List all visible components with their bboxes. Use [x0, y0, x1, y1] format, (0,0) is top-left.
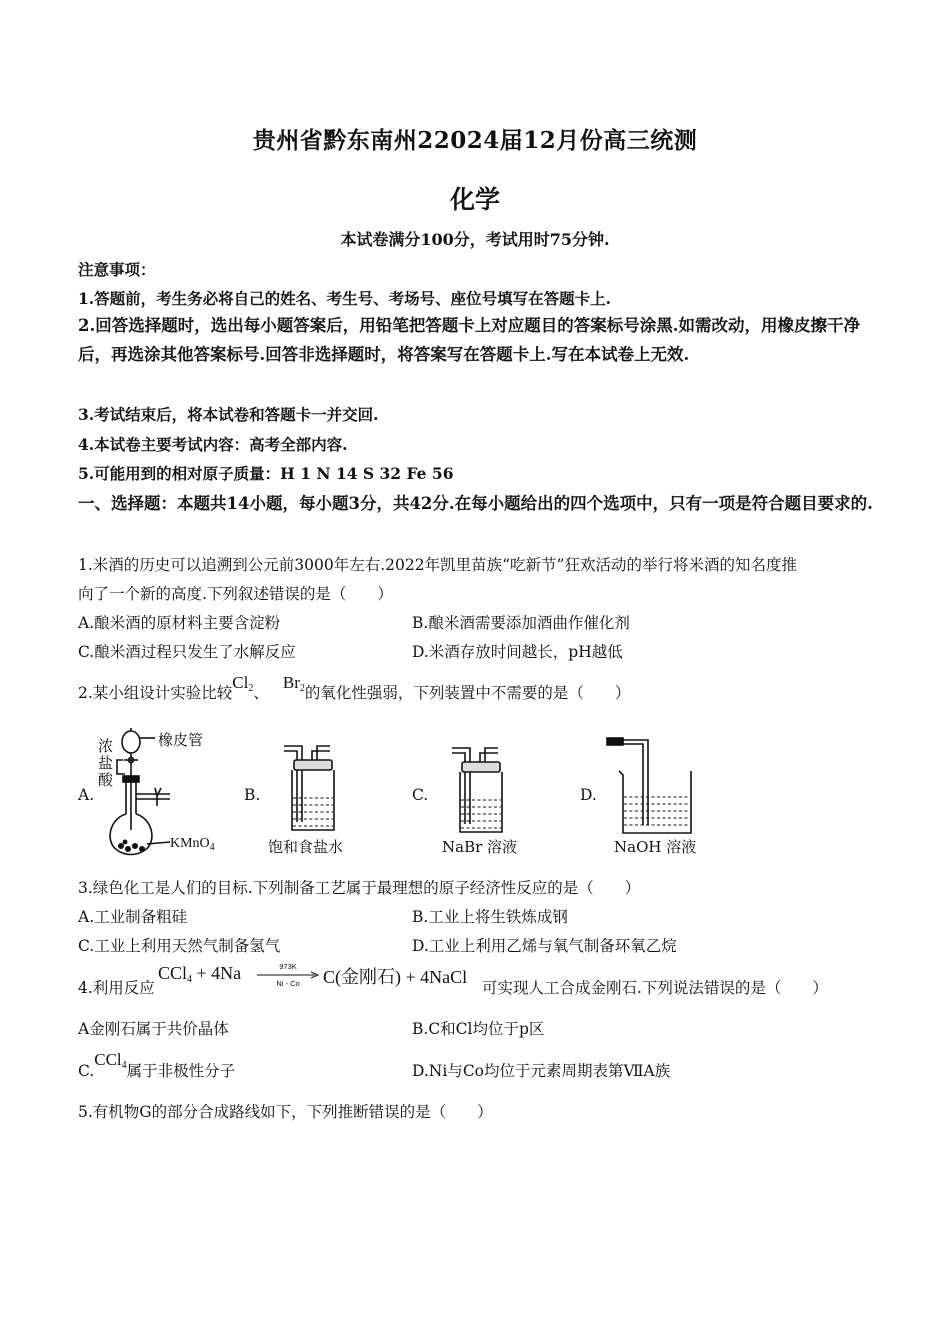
- q4-option-a: A金刚石属于共价晶体: [78, 1020, 229, 1038]
- note-2: 2.回答选择题时，选出每小题答案后，用铅笔把答题卡上对应题目的答案标号涂黑.如需改动，用橡皮擦干净后，再选涂其他答案标号.回答非选择题时，将答案写在答题卡上.写在本试卷上无效.: [78, 316, 860, 364]
- q3-stem: 3.绿色化工是人们的目标.下列制备工艺属于最理想的原子经济性反应的是（ ）: [78, 879, 641, 897]
- q4-stem-pre: 4.利用反应: [78, 979, 155, 997]
- q2-cl-sub: 2: [248, 683, 254, 694]
- q2-br-sub: 2: [299, 683, 305, 694]
- beaker-body: [619, 771, 691, 833]
- q2-option-a: A.: [78, 786, 95, 804]
- q2-stem-post: 的氧化性强弱，下列装置中不需要的是（ ）: [304, 684, 631, 702]
- label-saturated-brine: 饱和食盐水: [268, 838, 344, 856]
- q3-option-d: D.工业上利用乙烯与氧气制备环氧乙烷: [412, 937, 677, 955]
- label-acid-3: 酸: [98, 771, 114, 789]
- q2-option-c: C.: [412, 786, 429, 804]
- label-kmno4: [170, 836, 215, 853]
- bottle-body: [292, 770, 334, 830]
- q5-stem: 5.有机物G的部分合成路线如下，下列推断错误的是（ ）: [78, 1103, 493, 1121]
- q1-option-c: C.酿米酒过程只发生了水解反应: [78, 643, 296, 661]
- q4-stem-post: 可实现人工合成金刚石.下列说法错误的是（ ）: [482, 979, 828, 997]
- q1-stem-line2: 向了一个新的高度.下列叙述错误的是（ ）: [78, 585, 393, 603]
- q1-option-d: D.米酒存放时间越长，pH越低: [412, 643, 623, 661]
- q4-equation-left: [158, 963, 241, 985]
- arrow-icon: [255, 971, 321, 979]
- label-acid-1: 浓: [98, 737, 114, 755]
- q4-equation-right: C(金刚石) + 4NaCl: [323, 967, 468, 987]
- q2-cl-text: Cl: [232, 673, 249, 692]
- label-nabr-solution: NaBr 溶液: [442, 838, 518, 856]
- apparatus-c-wash-bottle: [448, 742, 538, 838]
- q2-br: [283, 673, 305, 692]
- q2-sep: 、: [253, 684, 269, 702]
- q2-stem-pre: 2.某小组设计实验比较: [78, 684, 233, 702]
- q4-ccl4: CCl: [158, 963, 188, 983]
- note-1: 1.答题前，考生务必将自己的姓名、考生号、考场号、座位号填写在答题卡上.: [78, 289, 612, 308]
- q3-option-b: B.工业上将生铁炼成钢: [412, 908, 568, 926]
- q4-option-c-ccl4: CCl: [94, 1050, 122, 1069]
- q4-option-c-formula: [94, 1050, 126, 1069]
- label-kmno4-sub: 4: [209, 842, 215, 853]
- exam-info: 本试卷满分100分，考试用时75分钟.: [340, 230, 610, 249]
- q4-arrow-condition-top: 973K: [279, 962, 297, 971]
- note-5: 5.可能用到的相对原子质量：H 1 N 14 S 32 Fe 56: [78, 464, 454, 483]
- note-4: 4.本试卷主要考试内容：高考全部内容.: [78, 435, 348, 454]
- q4-option-d: D.Ni与Co均位于元素周期表第ⅦA族: [412, 1062, 671, 1080]
- q4-option-b: B.C和Cl均位于p区: [412, 1020, 545, 1038]
- exam-title: 贵州省黔东南州22024届12月份高三统测: [252, 127, 698, 154]
- notes-heading: 注意事项：: [78, 260, 156, 279]
- q2-cl: [232, 673, 253, 692]
- q2-stem: [78, 673, 631, 704]
- q4-ccl4-sub: 4: [187, 974, 193, 985]
- q3-option-a: A.工业制备粗硅: [78, 908, 188, 926]
- note-3: 3.考试结束后，将本试卷和答题卡一并交回.: [78, 405, 379, 424]
- apparatus-d-beaker: [605, 735, 705, 835]
- label-concentrated-hcl: [98, 738, 113, 789]
- label-naoh-solution: NaOH 溶液: [614, 838, 697, 856]
- apparatus-b-wash-bottle: [280, 738, 370, 836]
- q2-option-b: B.: [244, 786, 261, 804]
- label-acid-2: 盐: [98, 754, 114, 772]
- q2-br-text: Br: [282, 673, 300, 692]
- dropping-funnel-bulb: [122, 731, 140, 753]
- q2-option-d: D.: [580, 786, 597, 804]
- label-kmno4-text: KMnO: [170, 836, 210, 851]
- bottle-body: [460, 772, 502, 832]
- q1-option-a: A.酿米酒的原材料主要含淀粉: [78, 614, 281, 632]
- q1-option-b: B.酿米酒需要添加酒曲作催化剂: [412, 614, 630, 632]
- q4-option-c-sub: 4: [121, 1060, 127, 1071]
- q4-option-c-letter: C.: [78, 1062, 95, 1080]
- q4-plus-na: + 4Na: [192, 963, 242, 983]
- q1-stem-line1: 1.米酒的历史可以追溯到公元前3000年左右.2022年凯里苗族“吃新节”狂欢活动的举行将米酒的知名度推: [78, 556, 797, 574]
- q3-option-c: C.工业上利用天然气制备氢气: [78, 937, 281, 955]
- q4-option-c: [78, 1050, 236, 1082]
- section-1-heading: 一、选择题：本题共14小题，每小题3分，共42分.在每小题给出的四个选项中，只有一项是符合题目要求的.: [78, 494, 873, 513]
- label-rubber-tube: 橡皮管: [158, 731, 204, 749]
- q4-arrow-condition-bottom: Ni - Co: [276, 979, 300, 988]
- q4-reaction-arrow: [255, 962, 321, 988]
- subject-title: 化学: [449, 185, 500, 214]
- q4-option-c-text: 属于非极性分子: [126, 1062, 236, 1080]
